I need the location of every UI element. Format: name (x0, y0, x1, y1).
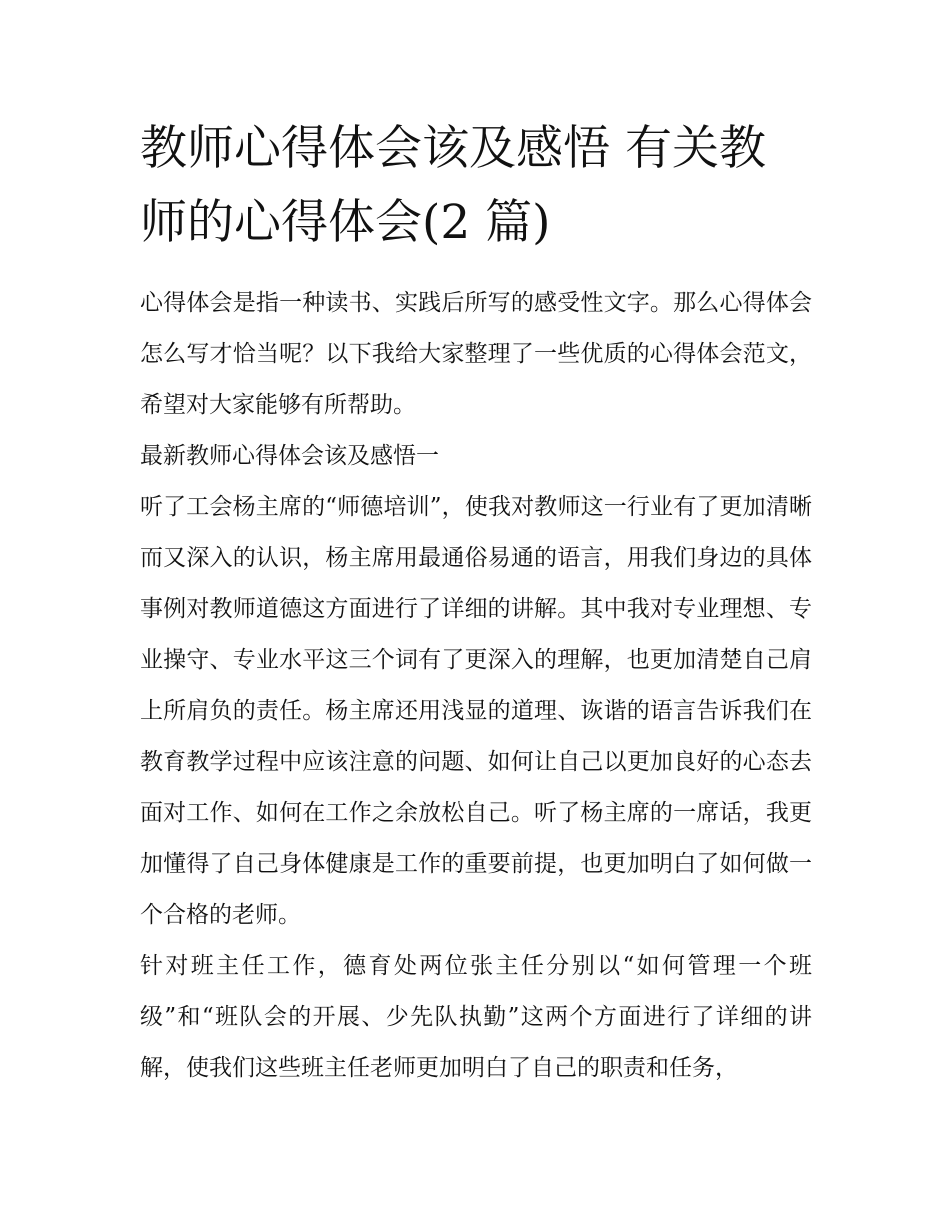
body-paragraph-1: 听了工会杨主席的“师德培训”，使我对教师这一行业有了更加清晰而又深入的认识，杨主席用最通俗易通的语言，用我们身边的具体事例对教师道德这方面进行了详细的讲解。其中我对专业理想、专业操守、专业水平这三个词有了更深入的理解，也更加清楚自己肩上所肩负的责任。杨主席还用浅显的道理、诙谐的语言告诉我们在教育教学过程中应该注意的问题、如何让自己以更加良好的心态去面对工作、如何在工作之余放松自己。听了杨主席的一席话，我更加懂得了自己身体健康是工作的重要前提，也更加明白了如何做一个合格的老师。 (140, 494, 812, 928)
document-title: 教师心得体会该及感悟 有关教师的心得体会(2 篇) (140, 121, 766, 250)
document-body (140, 278, 812, 1094)
intro-paragraph: 心得体会是指一种读书、实践后所写的感受性文字。那么心得体会怎么写才恰当呢？以下我给大家整理了一些优质的心得体会范文，希望对大家能够有所帮助。 (140, 290, 812, 418)
section-heading: 最新教师心得体会该及感悟一 (140, 443, 439, 469)
document-page (140, 112, 812, 1094)
body-paragraph-2: 针对班主任工作，德育处两位张主任分别以“如何管理一个班级”和“班队会的开展、少先队执勤”这两个方面进行了详细的讲解，使我们这些班主任老师更加明白了自己的职责和任务， (140, 953, 812, 1081)
